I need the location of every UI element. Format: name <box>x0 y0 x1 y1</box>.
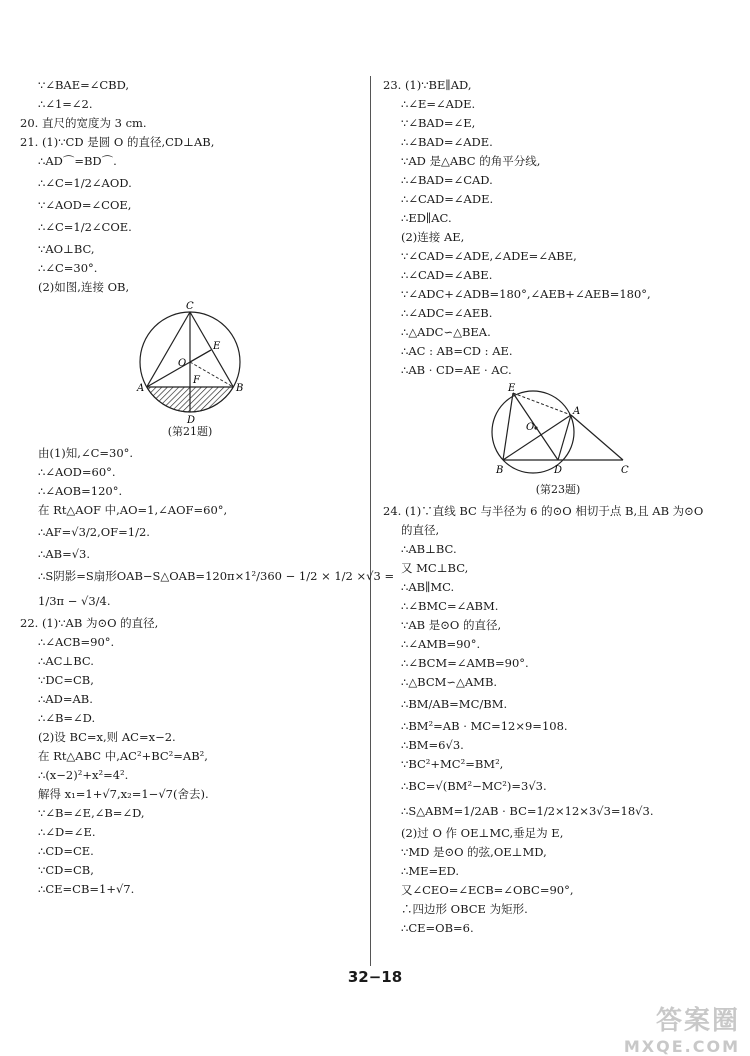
solution-line: ∴BC=√(BM²−MC²)=3√3. <box>401 779 547 793</box>
figure-21 <box>125 299 255 424</box>
solution-line: ∵∠AOD=∠COE, <box>38 198 132 212</box>
solution-line: ∴BM²=AB · MC=12×9=108. <box>401 719 568 733</box>
solution-line: ∴∠ACB=90°. <box>38 635 115 649</box>
solution-line: 23. (1)∵BE∥AD, <box>383 78 472 92</box>
solution-line: ∴∠CAD=∠ADE. <box>401 192 494 206</box>
solution-line: 24. (1)∵直线 BC 与半径为 6 的⊙O 相切于点 B,且 AB 为⊙O <box>383 504 704 518</box>
solution-line: 20. 直尺的宽度为 3 cm. <box>20 116 147 130</box>
label-b: B <box>496 465 504 476</box>
solution-line: ∴∠AMB=90°. <box>401 637 481 651</box>
solution-line: 解得 x₁=1+√7,x₂=1−√7(舍去). <box>38 787 209 801</box>
solution-line: (2)连接 AE, <box>401 230 465 244</box>
solution-line: ∴∠CAD=∠ABE. <box>401 268 493 282</box>
solution-line: ∴CD=CE. <box>38 844 94 858</box>
solution-line: (2)过 O 作 OE⊥MC,垂足为 E, <box>401 826 564 840</box>
solution-line: ∵AO⊥BC, <box>38 242 95 256</box>
solution-line: ∴AB⊥BC. <box>401 542 457 556</box>
solution-line: ∴∠BAD=∠CAD. <box>401 173 493 187</box>
solution-lines-left-bottom <box>20 444 395 899</box>
solution-line: ∴AB · CD=AE · AC. <box>401 363 512 377</box>
label-c: C <box>186 301 194 312</box>
column-divider <box>370 76 371 966</box>
solution-line: 在 Rt△AOF 中,AO=1,∠AOF=60°, <box>38 503 228 517</box>
solution-line: ∴S阴影=S扇形OAB−S△OAB=120π×1²/360 − 1/2 × 1/2 ×√3 = <box>38 569 395 583</box>
solution-line: ∴∠C=1/2∠AOD. <box>38 176 132 190</box>
solution-line: ∴CE=CB=1+√7. <box>38 882 135 896</box>
watermark-text: 答案圈 <box>655 1006 740 1036</box>
label-c: C <box>621 465 629 476</box>
solution-lines-right-bottom <box>383 502 733 938</box>
solution-line: ∴∠C=1/2∠COE. <box>38 220 132 234</box>
solution-lines-right-top <box>383 76 733 380</box>
solution-line: ∴AB∥MC. <box>401 580 455 594</box>
solution-line: (2)如图,连接 OB, <box>38 280 130 294</box>
solution-line: ∴∠BCM=∠AMB=90°. <box>401 656 529 670</box>
solution-line: ∵MD 是⊙O 的弦,OE⊥MD, <box>401 845 547 859</box>
solution-line: ∴△BCM∽△AMB. <box>401 675 498 689</box>
solution-line: ∴AB=√3. <box>38 547 91 561</box>
solution-line: ∵DC=CB, <box>38 673 94 687</box>
solution-line: ∴S△ABM=1/2AB · BC=1/2×12×3√3=18√3. <box>401 804 654 818</box>
solution-line: ∵AB 是⊙O 的直径, <box>401 618 502 632</box>
solution-line: ∴∠BAD=∠ADE. <box>401 135 493 149</box>
label-d: D <box>187 415 196 424</box>
solution-line: ∴∠D=∠E. <box>38 825 96 839</box>
solution-line: ∴(x−2)²+x²=4². <box>38 768 129 782</box>
solution-line: ∴CE=OB=6. <box>401 921 474 935</box>
solution-line: 又 MC⊥BC, <box>401 561 469 575</box>
left-column <box>20 76 395 899</box>
solution-line: 又∠CEO=∠ECB=∠OBC=90°, <box>401 883 574 897</box>
solution-line: ∵CD=CB, <box>38 863 94 877</box>
label-e: E <box>213 341 221 352</box>
solution-line: ∵∠BAD=∠E, <box>401 116 476 130</box>
solution-line: ∴∠AOB=120°. <box>38 484 123 498</box>
solution-line: 在 Rt△ABC 中,AC²+BC²=AB², <box>38 749 208 763</box>
solution-line: ∴AF=√3/2,OF=1/2. <box>38 525 150 539</box>
label-a: A <box>573 406 581 417</box>
watermark-url: MXQE.COM <box>623 1037 740 1056</box>
solution-line: ∵∠B=∠E,∠B=∠D, <box>38 806 145 820</box>
solution-lines-left-top <box>20 76 360 297</box>
figure-21-caption: (第21题) <box>167 425 213 438</box>
solution-line: 由(1)知,∠C=30°. <box>38 446 134 460</box>
solution-line: ∴∠AOD=60°. <box>38 465 116 479</box>
solution-line: ∴四边形 OBCE 为矩形. <box>401 902 528 916</box>
solution-line: ∴∠1=∠2. <box>38 97 93 111</box>
solution-line: ∴AC : AB=CD : AE. <box>401 344 513 358</box>
solution-line: ∴∠C=30°. <box>38 261 98 275</box>
solution-line: ∴BM/AB=MC/BM. <box>401 697 508 711</box>
solution-line: 21. (1)∵CD 是圆 O 的直径,CD⊥AB, <box>20 135 215 149</box>
solution-line: 1/3π − √3/4. <box>38 594 111 608</box>
solution-line: ∴BM=6√3. <box>401 738 464 752</box>
solution-line: ∴AC⊥BC. <box>38 654 94 668</box>
solution-line: ∴∠ADC=∠AEB. <box>401 306 493 320</box>
label-d: D <box>554 465 563 476</box>
label-e: E <box>508 383 516 394</box>
solution-line: ∴ED∥AC. <box>401 211 452 225</box>
solution-line: ∴ME=ED. <box>401 864 459 878</box>
label-a: A <box>137 383 145 394</box>
solution-line: (2)设 BC=x,则 AC=x−2. <box>38 730 176 744</box>
label-o: O <box>178 358 187 369</box>
solution-line: 的直径, <box>401 523 440 537</box>
figure-23 <box>483 382 633 482</box>
label-f: F <box>193 375 200 386</box>
solution-line: ∴AD⌒=BD⌒. <box>38 154 117 168</box>
solution-line: ∵∠CAD=∠ADE,∠ADE=∠ABE, <box>401 249 577 263</box>
figure-23-caption: (第23题) <box>535 483 581 496</box>
solution-line: ∴△ADC∽△BEA. <box>401 325 491 339</box>
solution-line: ∵∠BAE=∠CBD, <box>38 78 130 92</box>
page-number: 32−18 <box>347 968 403 986</box>
solution-line: ∵∠ADC+∠ADB=180°,∠AEB+∠AEB=180°, <box>401 287 651 301</box>
solution-line: 22. (1)∵AB 为⊙O 的直径, <box>20 616 159 630</box>
solution-line: ∴∠E=∠ADE. <box>401 97 476 111</box>
label-b: B <box>236 383 244 394</box>
watermark <box>624 1000 740 1056</box>
solution-line: ∵BC²+MC²=BM², <box>401 757 504 771</box>
solution-line: ∴∠BMC=∠ABM. <box>401 599 499 613</box>
solution-line: ∴AD=AB. <box>38 692 93 706</box>
solution-line: ∴∠B=∠D. <box>38 711 96 725</box>
label-o: O <box>526 422 535 433</box>
right-column <box>383 76 733 938</box>
solution-line: ∵AD 是△ABC 的角平分线, <box>401 154 541 168</box>
